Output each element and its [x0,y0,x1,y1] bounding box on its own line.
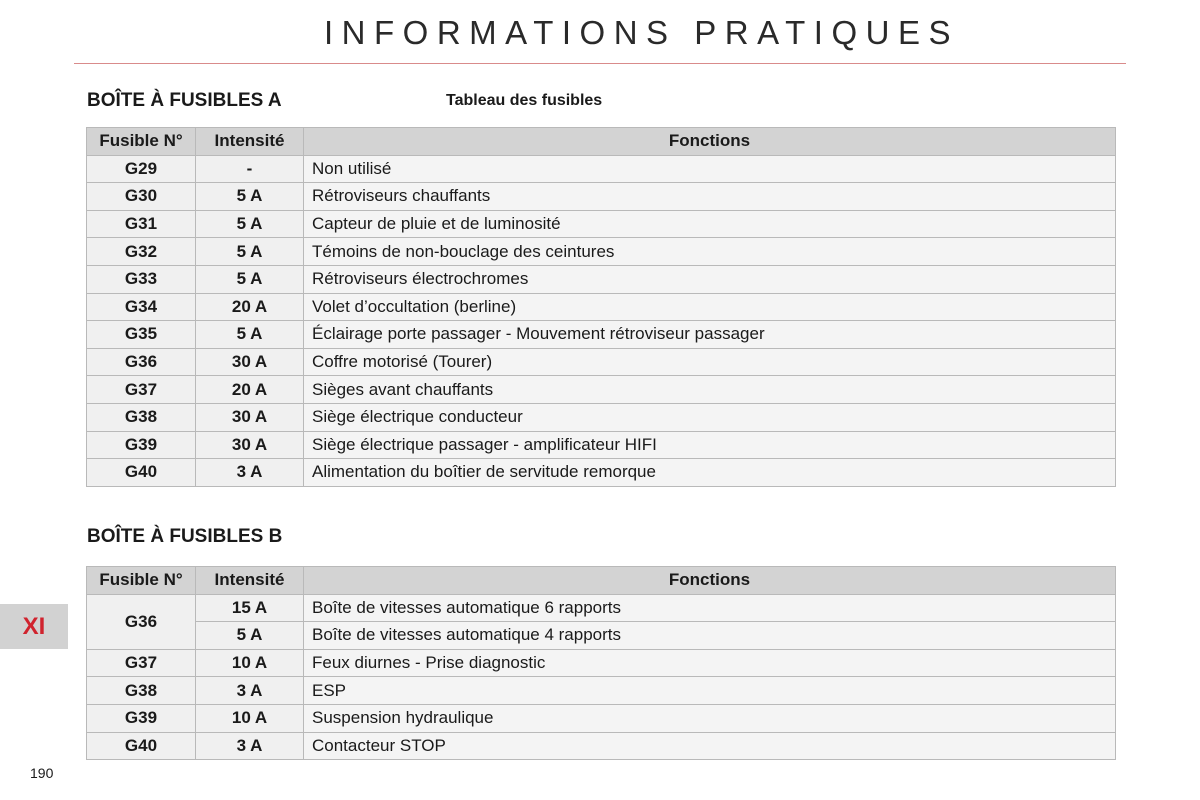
fuse-number: G39 [87,704,196,732]
table-row [87,293,1116,321]
fuse-function: Coffre motorisé (Tourer) [304,348,1116,376]
fuse-amperage: 5 A [196,321,304,349]
fuse-number: G36 [87,594,196,649]
table-row [87,238,1116,266]
table-header-row [87,128,1116,156]
column-header-functions: Fonctions [304,567,1116,595]
table-row [87,459,1116,487]
table-row [87,348,1116,376]
table-row [87,732,1116,760]
section-a-title: BOÎTE À FUSIBLES A [87,90,282,111]
fuse-amperage: 3 A [196,677,304,705]
fuse-number: G35 [87,321,196,349]
fuse-amperage: 30 A [196,431,304,459]
table-row [87,431,1116,459]
table-row [87,403,1116,431]
header-divider [74,63,1126,64]
fuse-number: G32 [87,238,196,266]
table-row [87,677,1116,705]
fuse-function: Capteur de pluie et de luminosité [304,210,1116,238]
fuse-amperage: 30 A [196,403,304,431]
fuse-function: Témoins de non-bouclage des ceintures [304,238,1116,266]
table-row [87,649,1116,677]
fuse-number: G38 [87,677,196,705]
page-header-title: INFORMATIONS PRATIQUES [324,14,959,51]
fuse-function: Boîte de vitesses automatique 4 rapports [304,622,1116,650]
fuse-amperage: 5 A [196,622,304,650]
fuse-amperage: 10 A [196,704,304,732]
fuse-number: G30 [87,183,196,211]
fuse-table-a [86,127,1116,487]
fuse-function: Boîte de vitesses automatique 6 rapports [304,594,1116,622]
fuse-amperage: 20 A [196,293,304,321]
fuse-function: Siège électrique passager - amplificateur HIFI [304,431,1116,459]
table-row [87,376,1116,404]
fuse-number: G40 [87,732,196,760]
table-row [87,155,1116,183]
table-row [87,704,1116,732]
chapter-tab-label: XI [22,612,46,640]
table-row [87,321,1116,349]
fuse-function: Suspension hydraulique [304,704,1116,732]
fuse-amperage: 20 A [196,376,304,404]
table-row [87,210,1116,238]
table-row [87,265,1116,293]
fuse-number: G34 [87,293,196,321]
table-row [87,594,1116,622]
fuse-number: G37 [87,376,196,404]
fuse-amperage: 3 A [196,732,304,760]
table-row [87,183,1116,211]
fuse-number: G29 [87,155,196,183]
column-header-fuse: Fusible N° [87,128,196,156]
fuse-number: G33 [87,265,196,293]
column-header-amperage: Intensité [196,128,304,156]
fuse-amperage: 5 A [196,265,304,293]
fuse-amperage: 10 A [196,649,304,677]
fuse-number: G40 [87,459,196,487]
fuse-amperage: 30 A [196,348,304,376]
fuse-function: Éclairage porte passager - Mouvement rétroviseur passager [304,321,1116,349]
fuse-function: Rétroviseurs chauffants [304,183,1116,211]
fuse-amperage: 5 A [196,238,304,266]
fuse-number: G37 [87,649,196,677]
fuse-function: Non utilisé [304,155,1116,183]
fuse-amperage: 15 A [196,594,304,622]
fuse-function: Volet d’occultation (berline) [304,293,1116,321]
fuse-function: Rétroviseurs électrochromes [304,265,1116,293]
fuse-table-b [86,566,1116,760]
fuse-amperage: - [196,155,304,183]
column-header-amperage: Intensité [196,567,304,595]
table-row [87,622,1116,650]
fuse-number: G39 [87,431,196,459]
fuse-function: ESP [304,677,1116,705]
fuse-amperage: 5 A [196,210,304,238]
section-b-title: BOÎTE À FUSIBLES B [87,526,283,547]
fuse-function: Siège électrique conducteur [304,403,1116,431]
fuse-number: G38 [87,403,196,431]
fuse-function: Contacteur STOP [304,732,1116,760]
page-number: 190 [30,765,54,781]
chapter-tab [0,604,68,649]
fuse-function: Feux diurnes - Prise diagnostic [304,649,1116,677]
fuse-amperage: 5 A [196,183,304,211]
fuse-number: G31 [87,210,196,238]
fuse-number: G36 [87,348,196,376]
fuse-amperage: 3 A [196,459,304,487]
column-header-fuse: Fusible N° [87,567,196,595]
section-a-subtitle: Tableau des fusibles [446,92,603,109]
fuse-function: Alimentation du boîtier de servitude remorque [304,459,1116,487]
column-header-functions: Fonctions [304,128,1116,156]
fuse-function: Sièges avant chauffants [304,376,1116,404]
table-header-row [87,567,1116,595]
